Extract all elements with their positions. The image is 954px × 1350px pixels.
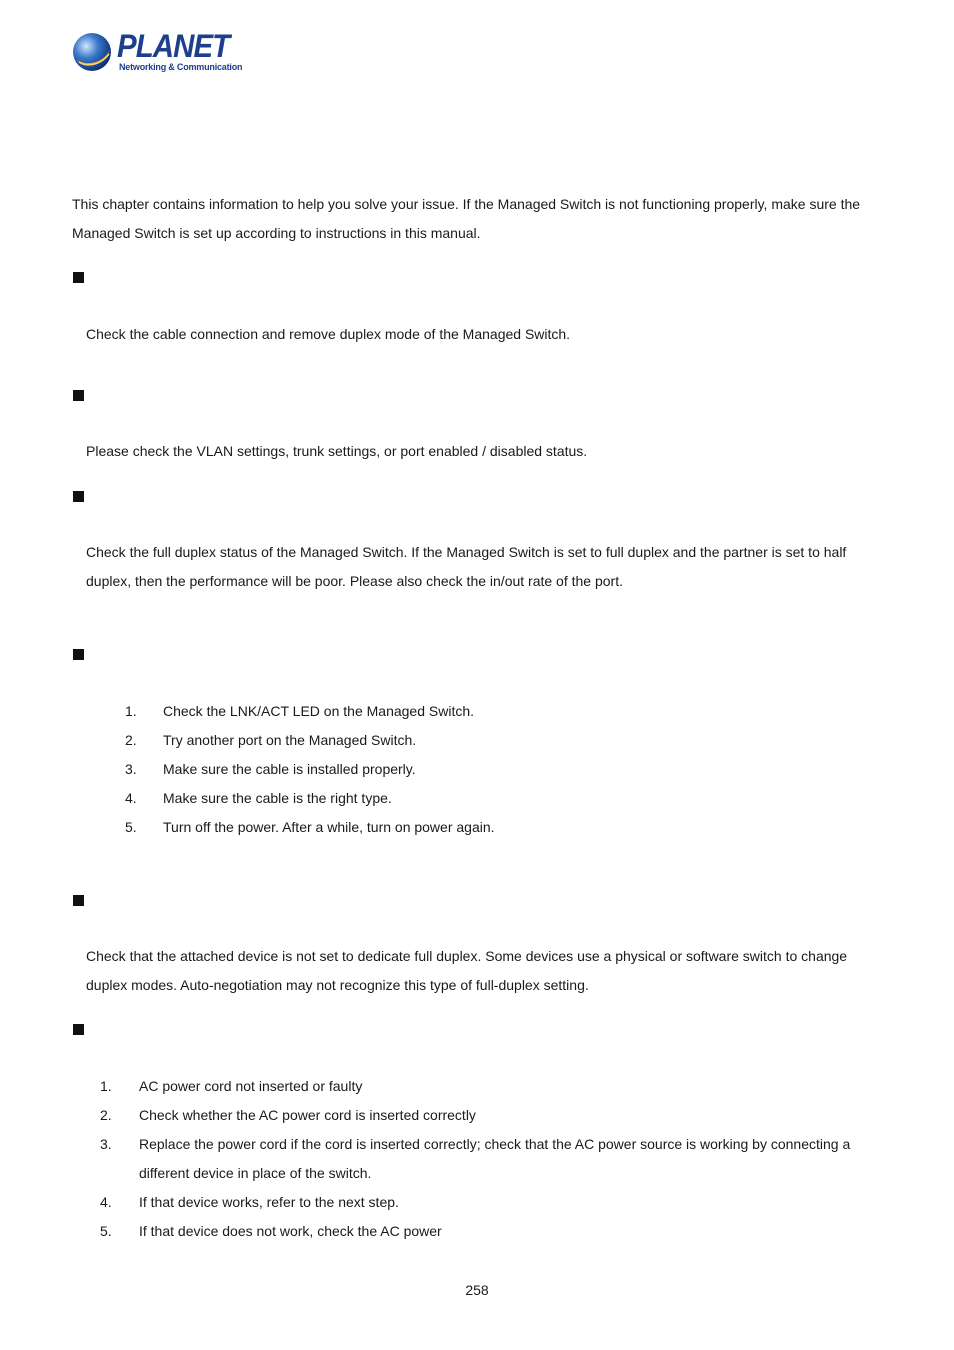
list-number: 5. — [125, 819, 137, 835]
square-bullet-icon — [73, 491, 84, 502]
numbered-list — [100, 1072, 885, 1246]
list-text: Make sure the cable is installed properly. — [163, 761, 416, 777]
logo-wordmark: PLANET — [117, 28, 230, 64]
list-number: 2. — [100, 1107, 112, 1123]
list-text: Turn off the power. After a while, turn on power again. — [163, 819, 495, 835]
logo-tagline: Networking & Communication — [119, 62, 243, 72]
list-number: 2. — [125, 732, 137, 748]
list-number: 5. — [100, 1223, 112, 1239]
list-text: Try another port on the Managed Switch. — [163, 732, 417, 748]
list-item — [100, 1101, 885, 1130]
list-text: If that device works, refer to the next step. — [139, 1194, 399, 1210]
list-item — [100, 1130, 885, 1188]
list-item — [100, 1072, 885, 1101]
section-2-text: Please check the VLAN settings, trunk settings, or port enabled / disabled status. — [86, 443, 588, 459]
list-text: Make sure the cable is the right type. — [163, 790, 392, 806]
list-item — [125, 813, 885, 842]
list-item — [100, 1217, 885, 1246]
page-number: 258 — [465, 1282, 489, 1298]
list-text: If that device does not work, check the AC power — [139, 1223, 442, 1239]
section-1-text: Check the cable connection and remove duplex mode of the Managed Switch. — [86, 326, 571, 342]
list-item — [125, 755, 885, 784]
intro-paragraph: This chapter contains information to help you solve your issue. If the Managed Switch is not functioning properly, make sure the Managed Switch is set up according to instructions in this manual. — [72, 196, 861, 241]
list-item — [125, 726, 885, 755]
list-number: 3. — [125, 761, 137, 777]
square-bullet-icon — [73, 649, 84, 660]
list-number: 3. — [100, 1136, 112, 1152]
list-text: AC power cord not inserted or faulty — [139, 1078, 363, 1094]
list-number: 1. — [100, 1078, 112, 1094]
list-text: Replace the power cord if the cord is inserted correctly; check that the AC power source is working by connecting a different device in place of the switch. — [139, 1136, 851, 1181]
list-number: 1. — [125, 703, 137, 719]
globe-icon — [72, 32, 112, 72]
list-item — [100, 1188, 885, 1217]
list-text: Check the LNK/ACT LED on the Managed Switch. — [163, 703, 475, 719]
list-text: Check whether the AC power cord is inserted correctly — [139, 1107, 476, 1123]
planet-logo — [72, 28, 243, 74]
square-bullet-icon — [73, 390, 84, 401]
numbered-list — [125, 697, 885, 842]
square-bullet-icon — [73, 1024, 84, 1035]
square-bullet-icon — [73, 272, 84, 283]
list-item — [125, 697, 885, 726]
square-bullet-icon — [73, 895, 84, 906]
list-number: 4. — [100, 1194, 112, 1210]
section-3-text: Check the full duplex status of the Managed Switch. If the Managed Switch is set to full duplex and the partner is set to half duplex, then the performance will be poor. Please also check the in/out rate of the port. — [86, 544, 847, 589]
list-number: 4. — [125, 790, 137, 806]
section-5-text: Check that the attached device is not set to dedicate full duplex. Some devices use a physical or software switch to change duplex modes. Auto-negotiation may not recognize this type of full-duplex setting. — [86, 948, 848, 993]
list-item — [125, 784, 885, 813]
